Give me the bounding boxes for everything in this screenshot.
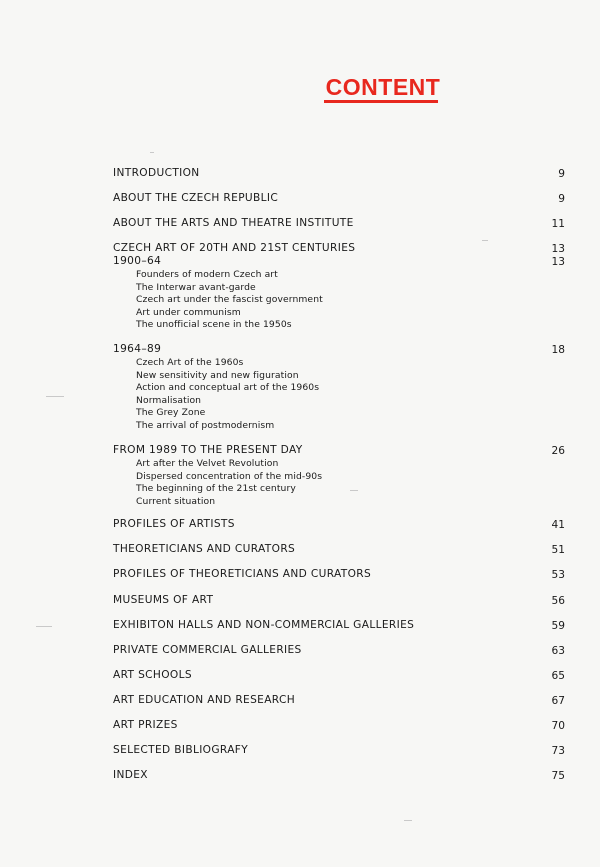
toc-entry-label: ART PRIZES	[113, 719, 178, 731]
toc-entry-label: PRIVATE COMMERCIAL GALLERIES	[113, 644, 302, 656]
toc-entry-private-galleries[interactable]	[113, 644, 565, 658]
toc-entry-label: ABOUT THE ARTS AND THEATRE INSTITUTE	[113, 217, 354, 229]
toc-entry-label: THEORETICIANS AND CURATORS	[113, 543, 296, 555]
scan-speck	[350, 490, 358, 491]
toc-entry-profiles-theoreticians[interactable]	[113, 568, 565, 582]
toc-subentry[interactable]: Czech art under the fascist government	[136, 294, 323, 305]
toc-entry-theoreticians-curators[interactable]	[113, 543, 565, 557]
toc-subentry[interactable]: Action and conceptual art of the 1960s	[136, 382, 320, 393]
toc-entry-page: 13	[551, 256, 565, 268]
toc-subentry[interactable]: Czech Art of the 1960s	[136, 357, 244, 368]
toc-entry-page: 65	[551, 670, 565, 682]
toc-entry-label: FROM 1989 TO THE PRESENT DAY	[113, 444, 303, 456]
toc-entry-page: 26	[551, 445, 565, 457]
toc-entry-label: PROFILES OF THEORETICIANS AND CURATORS	[113, 568, 372, 580]
toc-entry-page: 11	[551, 218, 565, 230]
toc-entry-page: 59	[551, 620, 565, 632]
toc-entry-profiles-of-artists[interactable]	[113, 518, 565, 532]
toc-subentry[interactable]: Founders of modern Czech art	[136, 269, 278, 280]
toc-entry-page: 70	[551, 720, 565, 732]
toc-entry-about-czech-republic[interactable]	[113, 192, 565, 206]
toc-entry-label: PROFILES OF ARTISTS	[113, 518, 235, 530]
toc-entry-label: 1964–89	[113, 343, 162, 355]
toc-entry-index[interactable]	[113, 769, 565, 783]
toc-entry-page: 51	[551, 544, 565, 556]
toc-entry-art-schools[interactable]	[113, 669, 565, 683]
toc-entry-page: 67	[551, 695, 565, 707]
toc-subentry[interactable]: The Interwar avant-garde	[136, 281, 256, 293]
toc-entry-bibliography[interactable]	[113, 744, 565, 758]
toc-entry-page: 75	[551, 770, 565, 782]
toc-entry-label: EXHIBITON HALLS AND NON-COMMERCIAL GALLERIES	[113, 619, 415, 631]
toc-subentry[interactable]: Normalisation	[136, 394, 202, 406]
scan-speck	[404, 820, 412, 821]
toc-subentry[interactable]: New sensitivity and new figuration	[136, 369, 299, 381]
toc-entry-label: ABOUT THE CZECH REPUBLIC	[113, 192, 279, 204]
toc-entry-art-education[interactable]	[113, 694, 565, 708]
toc-subentry[interactable]: The beginning of the 21st century	[136, 483, 296, 494]
toc-entry-1964-89[interactable]	[113, 343, 565, 357]
scan-speck	[482, 240, 488, 241]
page-title: CONTENT	[325, 74, 441, 100]
toc-entry-page: 18	[551, 344, 565, 356]
toc-entry-page: 63	[551, 645, 565, 657]
toc-entry-exhibition-halls[interactable]	[113, 619, 565, 633]
toc-entry-1900-64[interactable]	[113, 255, 565, 269]
toc-entry-1989-present[interactable]	[113, 444, 565, 458]
toc-subentry[interactable]: The unofficial scene in the 1950s	[136, 319, 292, 330]
toc-entry-page: 41	[551, 519, 565, 531]
toc-entry-label: INDEX	[113, 769, 148, 781]
toc-subentry[interactable]: Current situation	[136, 495, 216, 507]
toc-entry-page: 53	[551, 569, 565, 581]
toc-subentry[interactable]: Art after the Velvet Revolution	[136, 458, 279, 469]
toc-entry-label: INTRODUCTION	[113, 167, 200, 179]
toc-entry-page: 56	[551, 595, 565, 607]
toc-entry-czech-art-20-21[interactable]	[113, 242, 565, 256]
toc-entry-page: 9	[558, 168, 565, 180]
toc-entry-label: CZECH ART OF 20TH AND 21ST CENTURIES	[113, 242, 356, 254]
toc-entry-art-prizes[interactable]	[113, 719, 565, 733]
toc-entry-label: ART SCHOOLS	[113, 669, 192, 681]
toc-subentry[interactable]: Dispersed concentration of the mid-90s	[136, 470, 323, 482]
toc-entry-introduction[interactable]	[113, 167, 565, 181]
toc-entry-page: 73	[551, 745, 565, 757]
toc-entry-label: 1900–64	[113, 255, 162, 267]
toc-entry-label: MUSEUMS OF ART	[113, 594, 214, 606]
toc-subentry[interactable]: Art under communism	[136, 306, 241, 318]
toc-entry-arts-theatre-institute[interactable]	[113, 217, 565, 231]
toc-entry-page: 9	[558, 193, 565, 205]
scan-speck	[46, 396, 64, 397]
toc-entry-page: 13	[551, 243, 565, 255]
scan-speck	[150, 152, 154, 153]
toc-subentry[interactable]: The Grey Zone	[136, 407, 206, 418]
title-underline	[324, 100, 438, 103]
toc-entry-label: SELECTED BIBLIOGRAFY	[113, 744, 249, 756]
toc-entry-label: ART EDUCATION AND RESEARCH	[113, 694, 296, 706]
scan-speck	[36, 626, 52, 627]
toc-entry-museums-of-art[interactable]	[113, 594, 565, 608]
toc-subentry[interactable]: The arrival of postmodernism	[136, 419, 275, 431]
